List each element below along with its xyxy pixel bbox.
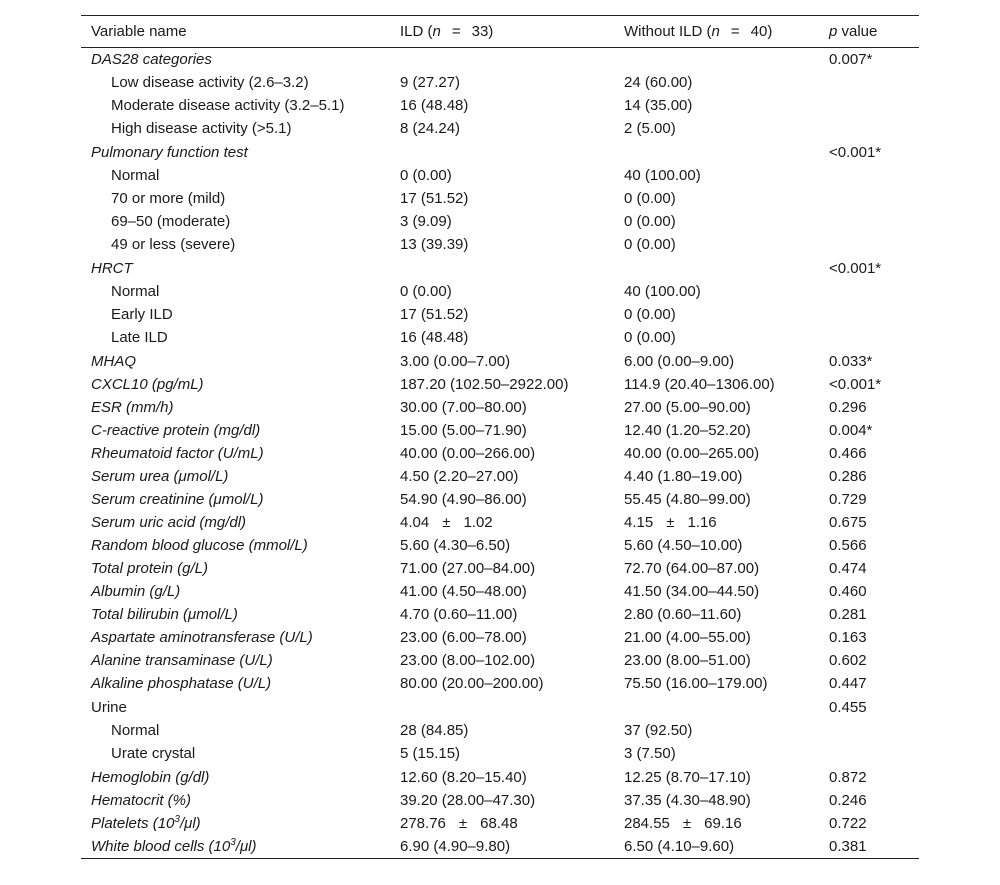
ild-value: 41.00 (4.50–48.00)	[400, 583, 527, 600]
without-value: 40 (100.00)	[624, 167, 701, 184]
row-label: Normal	[111, 283, 160, 300]
header-p-suffix: value	[837, 23, 878, 40]
row-label: 69–50 (moderate)	[111, 213, 231, 230]
without-value: 72.70 (64.00–87.00)	[624, 560, 760, 577]
ild-value	[390, 812, 614, 835]
without-value: 40.00 (0.00–265.00)	[624, 445, 760, 462]
without-mean: 284.55	[624, 815, 670, 832]
without-value: 0 (0.00)	[624, 236, 676, 253]
row-label: High disease activity (>5.1)	[111, 120, 292, 137]
ild-value: 5.60 (4.30–6.50)	[400, 537, 511, 554]
row-label: Early ILD	[111, 306, 173, 323]
without-mean: 4.15	[624, 514, 654, 531]
without-value: 55.45 (4.80–99.00)	[624, 491, 751, 508]
group-title: Urine	[91, 698, 127, 716]
header-without-count: 40)	[750, 23, 773, 40]
label-part: /μl)	[179, 815, 201, 832]
ild-value: 71.00 (27.00–84.00)	[400, 560, 536, 577]
without-sd: 69.16	[704, 815, 742, 832]
group-title: Pulmonary function test	[91, 143, 248, 161]
plus-minus: ±	[682, 815, 692, 832]
p-value: 0.602	[829, 652, 867, 669]
without-value: 24 (60.00)	[624, 74, 693, 91]
p-value: 0.460	[829, 583, 867, 600]
table-header-row	[81, 16, 919, 48]
row-label: CXCL10 (pg/mL)	[91, 376, 204, 393]
without-value: 6.00 (0.00–9.00)	[624, 352, 735, 370]
p-value: <0.001*	[829, 376, 882, 393]
without-value: 5.60 (4.50–10.00)	[624, 537, 743, 554]
p-value: 0.007*	[829, 51, 873, 68]
p-value: 0.566	[829, 537, 867, 554]
p-value: 0.286	[829, 468, 867, 485]
label-superscript: 3	[174, 814, 180, 825]
ild-value: 23.00 (8.00–102.00)	[400, 652, 536, 669]
ild-sd: 68.48	[480, 815, 518, 832]
ild-value: 54.90 (4.90–86.00)	[400, 491, 527, 508]
row-label: Late ILD	[111, 329, 168, 346]
ild-value: 0 (0.00)	[400, 283, 452, 300]
ild-value: 5 (15.15)	[400, 745, 461, 762]
ild-value: 15.00 (5.00–71.90)	[400, 422, 527, 439]
row-label: Serum creatinine (μmol/L)	[91, 491, 264, 508]
ild-value: 23.00 (6.00–78.00)	[400, 629, 527, 646]
label-part: Platelets (10	[91, 815, 175, 832]
without-value: 37 (92.50)	[624, 722, 693, 739]
p-value: 0.296	[829, 399, 867, 416]
p-value: 0.872	[829, 768, 867, 786]
p-value: 0.474	[829, 560, 867, 577]
header-p-letter: p	[829, 23, 838, 40]
header-p-value	[819, 16, 919, 48]
ild-value: 4.50 (2.20–27.00)	[400, 468, 519, 485]
plus-minus: ±	[442, 514, 451, 531]
header-ild-count: 33)	[471, 23, 494, 40]
without-value: 0 (0.00)	[624, 329, 676, 346]
p-value: 0.246	[829, 792, 867, 809]
label-part: /μl)	[235, 838, 257, 855]
header-ild-eq: =	[451, 23, 461, 40]
without-value: 14 (35.00)	[624, 97, 693, 114]
row-label: Rheumatoid factor (U/mL)	[91, 445, 264, 462]
row-label: Urate crystal	[111, 745, 196, 762]
p-value: 0.447	[829, 675, 867, 692]
row-label: Alkaline phosphatase (U/L)	[91, 675, 272, 692]
header-without-prefix: Without ILD (	[624, 23, 712, 40]
ild-value: 17 (51.52)	[400, 306, 469, 323]
p-value: 0.281	[829, 606, 867, 623]
ild-value: 187.20 (102.50–2922.00)	[400, 376, 569, 393]
row-label: Normal	[111, 722, 160, 739]
p-value: <0.001*	[829, 259, 882, 277]
ild-value: 4.70 (0.60–11.00)	[400, 606, 518, 623]
row-label: Hemoglobin (g/dl)	[91, 768, 210, 786]
p-value: 0.675	[829, 514, 867, 531]
without-value: 4.40 (1.80–19.00)	[624, 468, 743, 485]
ild-value: 80.00 (20.00–200.00)	[400, 675, 544, 692]
ild-value: 39.20 (28.00–47.30)	[400, 792, 536, 809]
without-value: 6.50 (4.10–9.60)	[624, 838, 735, 855]
without-value: 41.50 (34.00–44.50)	[624, 583, 760, 600]
ild-value: 30.00 (7.00–80.00)	[400, 399, 527, 416]
without-value: 23.00 (8.00–51.00)	[624, 652, 751, 669]
without-value: 12.40 (1.20–52.20)	[624, 422, 751, 439]
header-without-ild	[614, 16, 819, 48]
row-label: Random blood glucose (mmol/L)	[91, 537, 308, 554]
row-label: Total bilirubin (μmol/L)	[91, 606, 238, 623]
without-value	[614, 812, 819, 835]
row-label: Low disease activity (2.6–3.2)	[111, 74, 309, 91]
ild-mean: 4.04	[400, 514, 430, 531]
ild-value: 28 (84.85)	[400, 722, 469, 739]
label-superscript: 3	[230, 837, 236, 848]
group-title: HRCT	[91, 259, 133, 277]
row-label: Serum uric acid (mg/dl)	[91, 514, 247, 531]
without-value: 2.80 (0.60–11.60)	[624, 606, 742, 623]
without-value: 12.25 (8.70–17.10)	[624, 768, 751, 786]
header-without-eq: =	[730, 23, 740, 40]
row-label: ESR (mm/h)	[91, 399, 174, 416]
ild-value: 17 (51.52)	[400, 190, 469, 207]
row-label: Moderate disease activity (3.2–5.1)	[111, 97, 345, 114]
p-value: 0.004*	[829, 422, 873, 439]
ild-value: 6.90 (4.90–9.80)	[400, 838, 511, 855]
ild-value: 16 (48.48)	[400, 97, 469, 114]
ild-value: 13 (39.39)	[400, 236, 469, 253]
ild-value: 0 (0.00)	[400, 167, 452, 184]
without-value: 0 (0.00)	[624, 190, 676, 207]
without-value: 2 (5.00)	[624, 120, 676, 137]
without-value: 3 (7.50)	[624, 745, 676, 762]
ild-value: 16 (48.48)	[400, 329, 469, 346]
row-label: Normal	[111, 167, 160, 184]
p-value: 0.033*	[829, 352, 873, 370]
row-label: 70 or more (mild)	[111, 190, 226, 207]
row-label: Total protein (g/L)	[91, 560, 209, 577]
clinical-data-table	[81, 15, 919, 859]
header-variable: Variable name	[91, 23, 187, 40]
without-value: 40 (100.00)	[624, 283, 701, 300]
plus-minus: ±	[458, 815, 468, 832]
without-value: 21.00 (4.00–55.00)	[624, 629, 751, 646]
without-value: 0 (0.00)	[624, 306, 676, 323]
row-label: Aspartate aminotransferase (U/L)	[91, 629, 313, 646]
row-label: C-reactive protein (mg/dl)	[91, 422, 261, 439]
without-value: 75.50 (16.00–179.00)	[624, 675, 768, 692]
without-sd: 1.16	[687, 514, 717, 531]
ild-mean: 278.76	[400, 815, 446, 832]
p-value: 0.381	[829, 838, 867, 855]
row-label: Hematocrit (%)	[91, 792, 192, 809]
row-label: Alanine transaminase (U/L)	[91, 652, 273, 669]
ild-value: 3 (9.09)	[400, 213, 452, 230]
row-label	[81, 812, 390, 835]
without-value: 114.9 (20.40–1306.00)	[624, 376, 775, 393]
row-label	[81, 835, 390, 859]
label-part: White blood cells (10	[91, 838, 231, 855]
p-value: 0.466	[829, 445, 867, 462]
ild-sd: 1.02	[463, 514, 493, 531]
group-title: DAS28 categories	[91, 51, 212, 68]
p-value: <0.001*	[829, 143, 882, 161]
row-label: Albumin (g/L)	[91, 583, 181, 600]
without-value	[614, 511, 819, 534]
row-label: Serum urea (μmol/L)	[91, 468, 229, 485]
header-ild	[390, 16, 614, 48]
ild-value	[390, 511, 614, 534]
plus-minus: ±	[666, 514, 675, 531]
p-value: 0.163	[829, 629, 867, 646]
header-without-n: n	[711, 23, 720, 40]
row-label: MHAQ	[91, 352, 136, 370]
row-label: 49 or less (severe)	[111, 236, 236, 253]
ild-value: 8 (24.24)	[400, 120, 461, 137]
p-value: 0.455	[829, 698, 867, 716]
without-value: 0 (0.00)	[624, 213, 676, 230]
without-value: 27.00 (5.00–90.00)	[624, 399, 751, 416]
header-ild-prefix: ILD (	[400, 23, 433, 40]
ild-value: 3.00 (0.00–7.00)	[400, 352, 511, 370]
p-value: 0.729	[829, 491, 867, 508]
p-value: 0.722	[829, 815, 867, 832]
ild-value: 9 (27.27)	[400, 74, 461, 91]
ild-value: 12.60 (8.20–15.40)	[400, 768, 527, 786]
ild-value: 40.00 (0.00–266.00)	[400, 445, 536, 462]
header-ild-n: n	[432, 23, 441, 40]
without-value: 37.35 (4.30–48.90)	[624, 792, 751, 809]
